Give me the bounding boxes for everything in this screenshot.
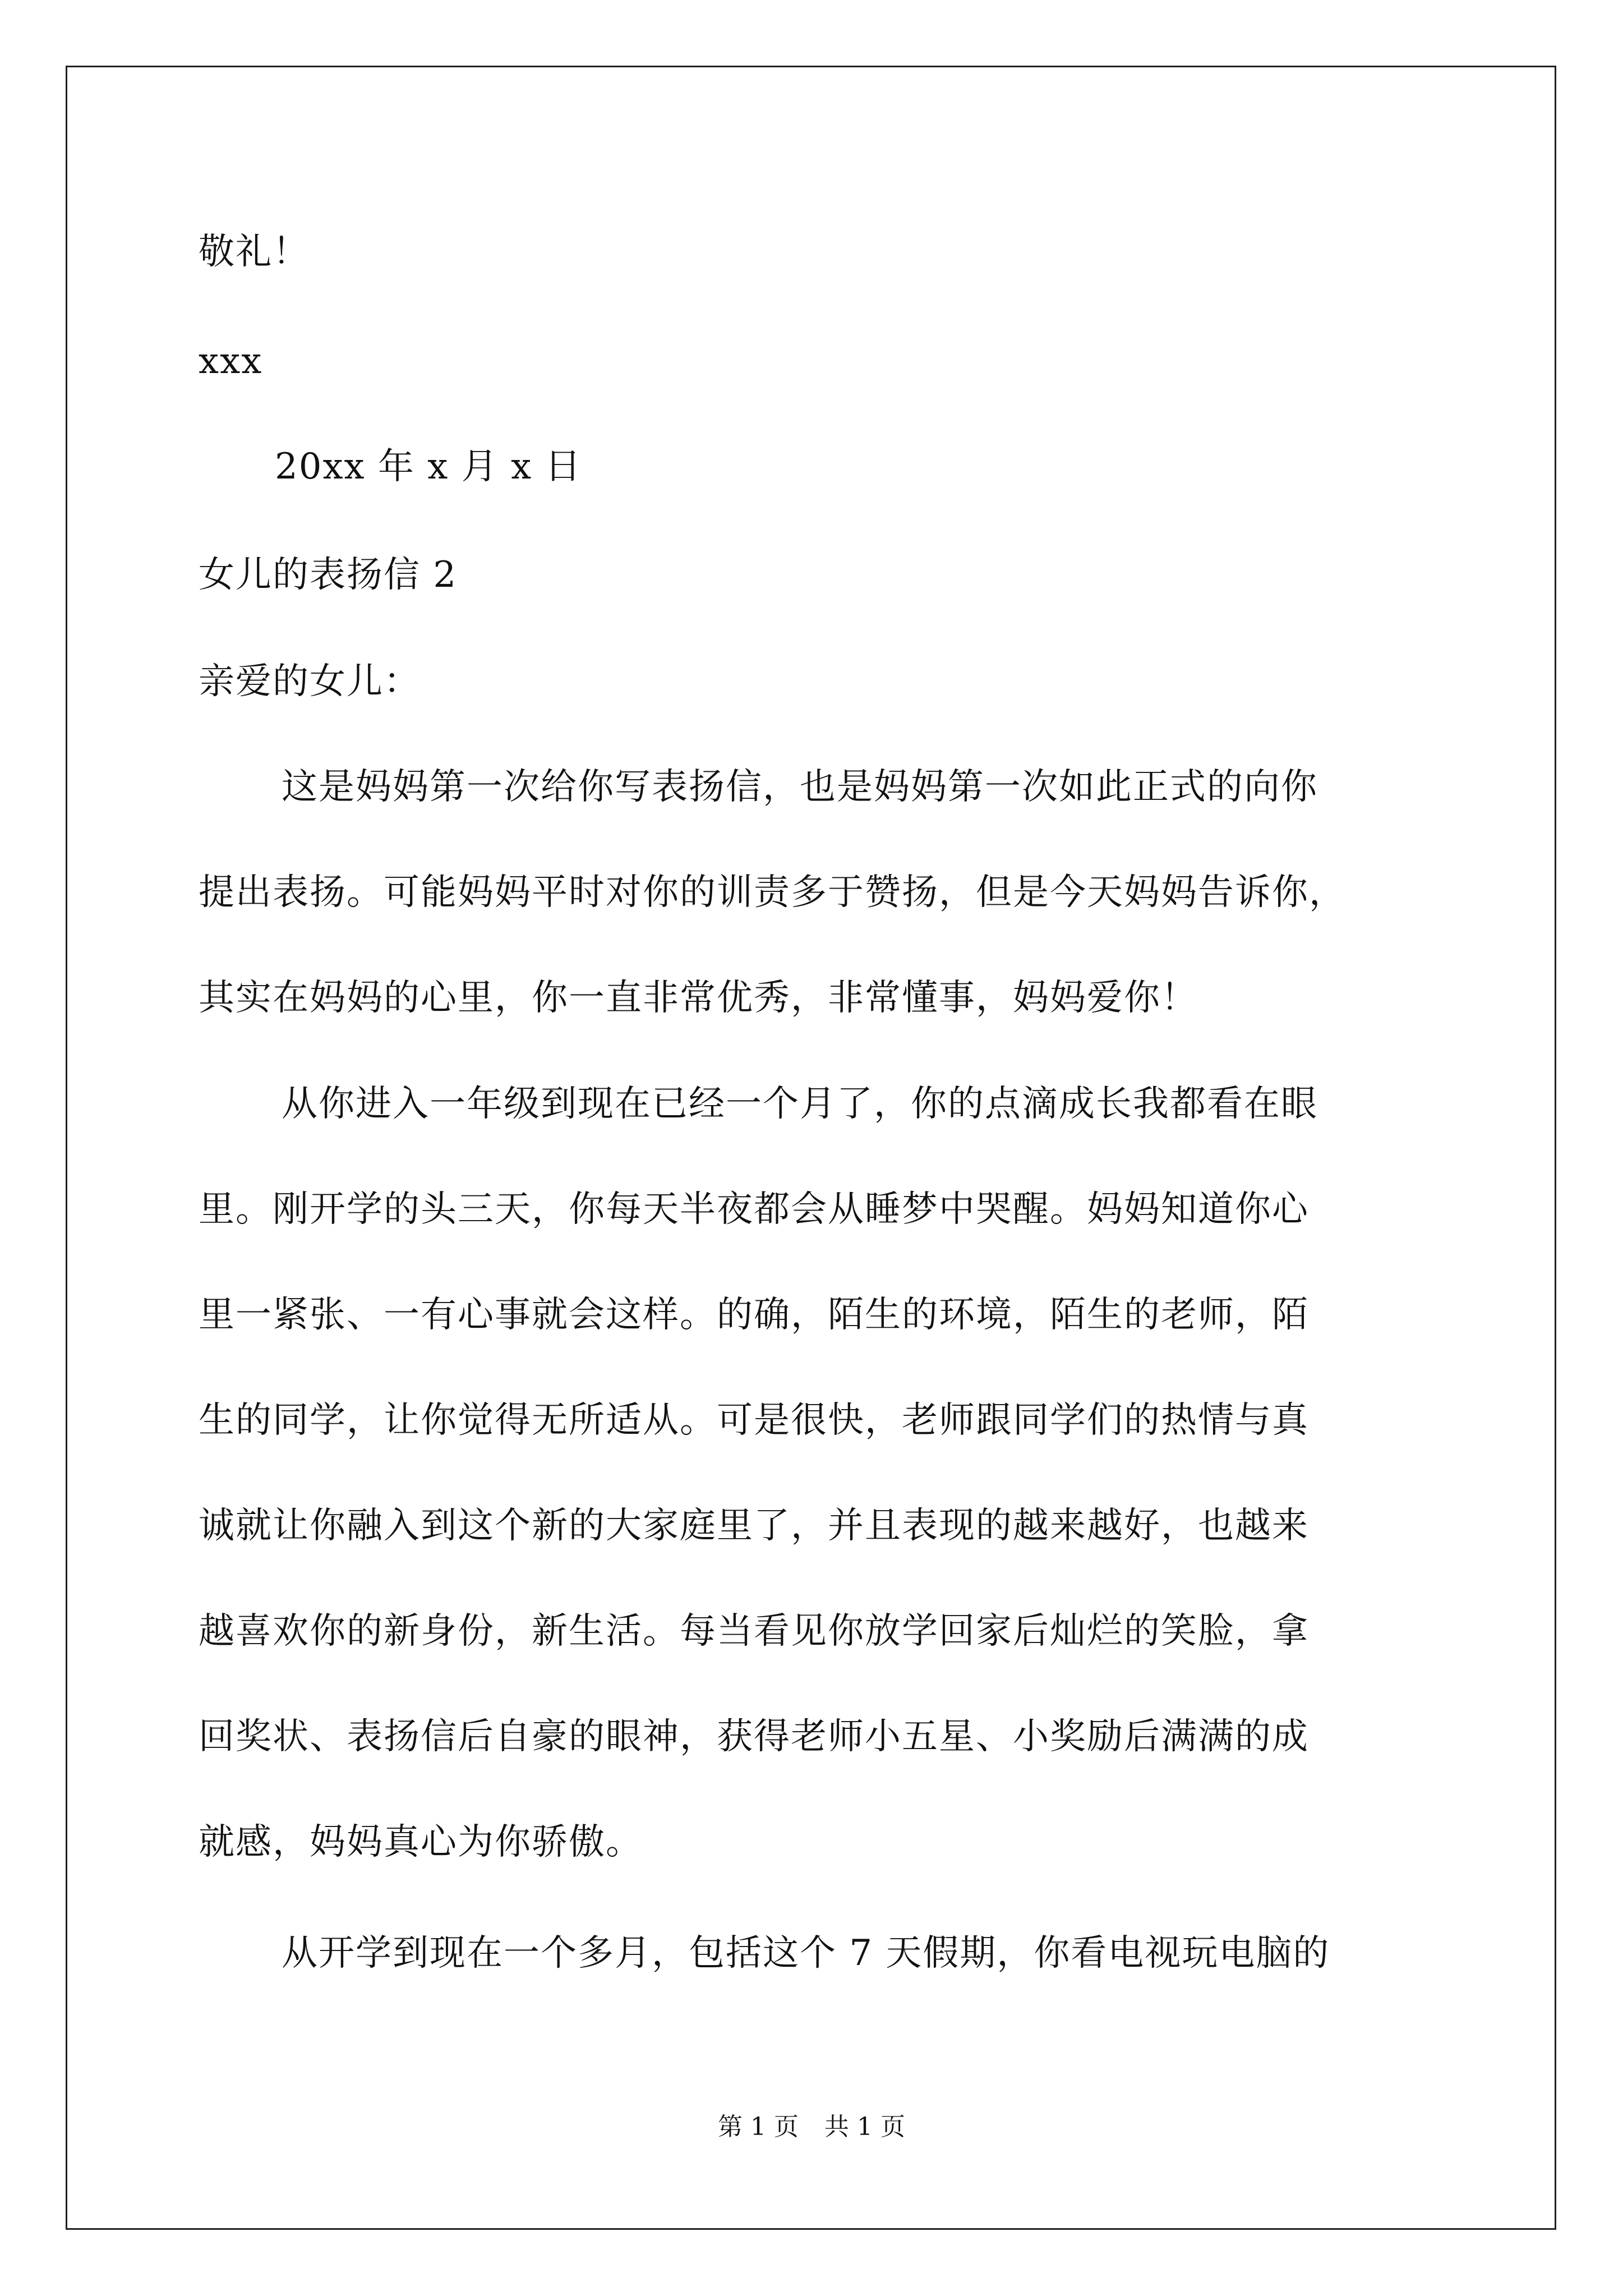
paragraph-1-line-1: 这是妈妈第一次给你写表扬信，也是妈妈第一次如此正式的向你 — [282, 766, 1318, 808]
paragraph-2-line-2: 里。刚开学的头三天，你每天半夜都会从睡梦中哭醒。妈妈知道你心 — [199, 1189, 1309, 1230]
paragraph-2-line-4: 生的同学，让你觉得无所适从。可是很快，老师跟同学们的热情与真 — [199, 1400, 1309, 1441]
paragraph-3-line-1: 从开学到现在一个多月，包括这个 7 天假期，你看电视玩电脑的 — [282, 1932, 1330, 1974]
paragraph-2-line-8: 就感，妈妈真心为你骄傲。 — [199, 1821, 643, 1863]
letter-title: 女儿的表扬信 2 — [199, 554, 458, 596]
date: 20xx 年 x 月 x 日 — [275, 446, 582, 487]
paragraph-1-line-3: 其实在妈妈的心里，你一直非常优秀，非常懂事，妈妈爱你！ — [199, 977, 1198, 1019]
closing-line: 敬礼！ — [199, 231, 310, 273]
paragraph-2-line-1: 从你进入一年级到现在已经一个月了，你的点滴成长我都看在眼 — [282, 1083, 1318, 1125]
paragraph-2-line-7: 回奖状、表扬信后自豪的眼神，获得老师小五星、小奖励后满满的成 — [199, 1716, 1309, 1757]
salutation: 亲爱的女儿： — [199, 661, 421, 702]
page-footer — [0, 2110, 1623, 2144]
paragraph-1 — [199, 734, 1432, 1051]
paragraph-1-line-2: 提出表扬。可能妈妈平时对你的训责多于赞扬，但是今天妈妈告诉你， — [199, 872, 1346, 913]
paragraph-3 — [199, 1901, 1432, 2006]
page-number: 第 1 页 — [718, 2113, 799, 2141]
paragraph-2 — [199, 1051, 1432, 1895]
paragraph-2-line-3: 里一紧张、一有心事就会这样。的确，陌生的环境，陌生的老师，陌 — [199, 1294, 1309, 1336]
page-total: 共 1 页 — [824, 2113, 905, 2141]
signature: xxx — [199, 341, 263, 382]
paragraph-2-line-6: 越喜欢你的新身份，新生活。每当看见你放学回家后灿烂的笑脸，拿 — [199, 1611, 1309, 1652]
paragraph-2-line-5: 诚就让你融入到这个新的大家庭里了，并且表现的越来越好，也越来 — [199, 1505, 1309, 1547]
